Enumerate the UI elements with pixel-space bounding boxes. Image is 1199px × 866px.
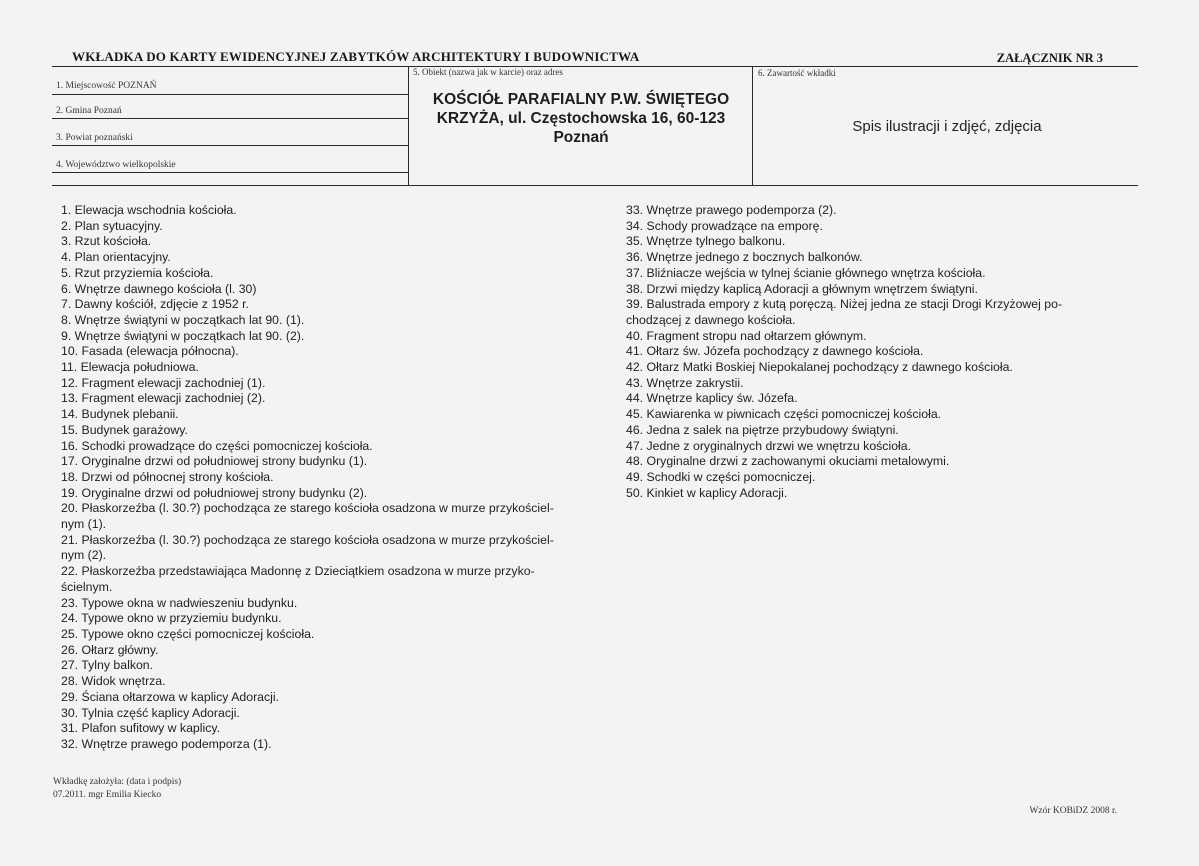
footer-author (53, 776, 181, 802)
bottom-rule (52, 185, 1138, 186)
template-version: Wzór KOBiDZ 2008 r. (1029, 806, 1117, 816)
list-item: chodzącej z dawnego kościoła. (626, 312, 796, 327)
list-item: nym (1). (61, 517, 107, 532)
list-item: 48. Oryginalne drzwi z zachowanymi okuciami metalowymi. (626, 454, 950, 469)
list-item: 12. Fragment elewacji zachodniej (1). (61, 375, 266, 390)
divider-right (752, 66, 753, 186)
list-item: 13. Fragment elewacji zachodniej (2). (61, 391, 266, 406)
field-rule-4 (52, 172, 409, 173)
list-item: 32. Wnętrze prawego podemporza (1). (61, 736, 272, 751)
list-item: 27. Tylny balkon. (61, 658, 154, 673)
list-item: 11. Elewacja południowa. (61, 360, 199, 375)
list-item: 45. Kawiarenka w piwnicach części pomocniczej kościoła. (626, 407, 942, 422)
list-item: 47. Jedne z oryginalnych drzwi we wnętrzu kościoła. (626, 438, 912, 453)
commune-field: 2. Gmina Poznań (56, 106, 122, 116)
list-item: 9. Wnętrze świątyni w początkach lat 90. (2). (61, 328, 305, 343)
list-item: 41. Ołtarz św. Józefa pochodzący z dawnego kościoła. (626, 344, 924, 359)
list-item: 6. Wnętrze dawnego kościoła (l. 30) (61, 281, 257, 296)
list-item: 2. Plan sytuacyjny. (61, 218, 163, 233)
locality-field: 1. Miejscowość POZNAŃ (56, 81, 157, 91)
list-item: nym (2). (61, 548, 107, 563)
list-item: 17. Oryginalne drzwi od południowej strony budynku (1). (61, 454, 368, 469)
illustration-list-right (626, 203, 1131, 501)
district-field: 3. Powiat poznański (56, 133, 133, 143)
created-by-value: 07.2011. mgr Emilia Kiecko (53, 790, 162, 800)
list-item: 14. Budynek plebanii. (61, 407, 179, 422)
list-item: 21. Płaskorzeźba (l. 30.?) pochodząca ze starego kościoła osadzona w murze przykościel- (61, 532, 554, 547)
list-item: 36. Wnętrze jednego z bocznych balkonów. (626, 250, 863, 265)
list-item: 39. Balustrada empory z kutą poręczą. Niżej jedna ze stacji Drogi Krzyżowej po- (626, 297, 1063, 312)
list-item: 50. Kinkiet w kaplicy Adoracji. (626, 485, 788, 500)
list-item: 18. Drzwi od północnej strony kościoła. (61, 469, 274, 484)
list-item: 25. Typowe okno części pomocniczej kościoła. (61, 626, 315, 641)
list-item: 23. Typowe okna w nadwieszeniu budynku. (61, 595, 298, 610)
list-item: 24. Typowe okno w przyziemiu budynku. (61, 611, 282, 626)
list-item: 34. Schody prowadzące na emporę. (626, 218, 823, 233)
list-item: 8. Wnętrze świątyni w początkach lat 90. (1). (61, 312, 305, 327)
list-item: 1. Elewacja wschodnia kościoła. (61, 203, 237, 217)
voivodeship-field: 4. Województwo wielkopolskie (56, 160, 176, 170)
contents-value: Spis ilustracji i zdjęć, zdjęcia (852, 118, 1042, 135)
list-item: 42. Ołtarz Matki Boskiej Niepokalanej pochodzący z dawnego kościoła. (626, 360, 1013, 375)
top-rule (52, 66, 1138, 67)
object-label: 5. Obiekt (nazwa jak w karcie) oraz adres (413, 67, 563, 77)
list-item: 16. Schodki prowadzące do części pomocniczej kościoła. (61, 438, 373, 453)
list-item: 10. Fasada (elewacja północna). (61, 344, 239, 359)
object-name: KOŚCIÓŁ PARAFIALNY P.W. ŚWIĘTEGO KRZYŻA, ul. Częstochowska 16, 60-123 Poznań (432, 91, 730, 146)
contents-label: 6. Zawartość wkładki (758, 68, 836, 78)
list-item: 22. Płaskorzeźba przedstawiająca Madonnę z Dzieciątkiem osadzona w murze przyko- (61, 564, 535, 579)
list-item: 44. Wnętrze kaplicy św. Józefa. (626, 391, 798, 406)
illustration-list-left (61, 203, 613, 753)
list-item: 37. Bliźniacze wejścia w tylnej ścianie głównego wnętrza kościoła. (626, 265, 986, 280)
list-item: 7. Dawny kościół, zdjęcie z 1952 r. (61, 297, 249, 312)
list-item: 5. Rzut przyziemia kościoła. (61, 265, 214, 280)
list-item: 43. Wnętrze zakrystii. (626, 375, 744, 390)
form-title: WKŁADKA DO KARTY EWIDENCYJNEJ ZABYTKÓW ARCHITEKTURY I BUDOWNICTWA (72, 49, 640, 64)
list-item: 20. Płaskorzeźba (l. 30.?) pochodząca ze starego kościoła osadzona w murze przykościel- (61, 501, 554, 516)
field-rule-3 (52, 145, 409, 146)
list-item: 26. Ołtarz główny. (61, 642, 159, 657)
list-item: 35. Wnętrze tylnego balkonu. (626, 234, 786, 249)
list-item: 28. Widok wnętrza. (61, 674, 166, 689)
list-item: 46. Jedna z salek na piętrze przybudowy świątyni. (626, 422, 899, 437)
list-item: 4. Plan orientacyjny. (61, 250, 171, 265)
annex-number: ZAŁĄCZNIK NR 3 (996, 51, 1103, 65)
field-rule-2 (52, 118, 409, 119)
list-item: 3. Rzut kościoła. (61, 234, 152, 249)
list-item: 30. Tylnia część kaplicy Adoracji. (61, 705, 240, 720)
list-item: 29. Ściana ołtarzowa w kaplicy Adoracji. (61, 689, 280, 704)
field-rule-1 (52, 94, 409, 95)
divider-left (408, 66, 409, 186)
list-item: 31. Plafon sufitowy w kaplicy. (61, 721, 221, 736)
list-item: 19. Oryginalne drzwi od południowej strony budynku (2). (61, 485, 368, 500)
list-item: 33. Wnętrze prawego podemporza (2). (626, 203, 837, 217)
list-item: 49. Schodki w części pomocniczej. (626, 469, 816, 484)
list-item: 15. Budynek garażowy. (61, 422, 188, 437)
list-item: 40. Fragment stropu nad ołtarzem głównym. (626, 328, 867, 343)
list-item: ścielnym. (61, 579, 113, 594)
list-item: 38. Drzwi między kaplicą Adoracji a głównym wnętrzem świątyni. (626, 281, 978, 296)
created-by-label: Wkładkę założyła: (data i podpis) (53, 777, 182, 787)
